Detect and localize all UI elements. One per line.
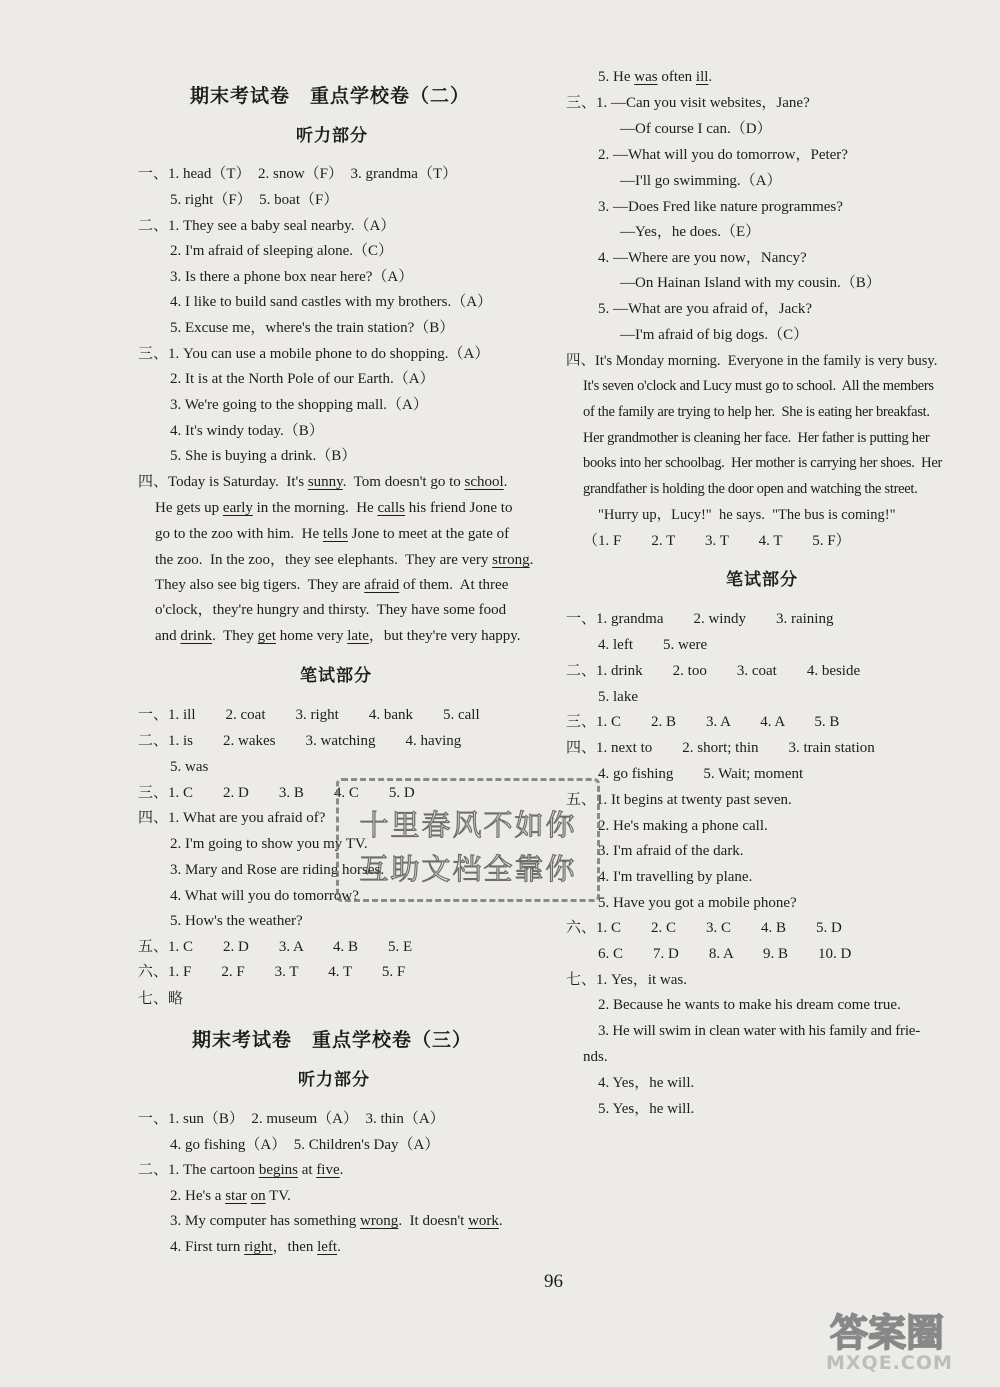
answer-line: 五、1. C 2. D 3. A 4. B 5. E xyxy=(138,939,413,955)
answer-line: 二、1. drink 2. too 3. coat 4. beside xyxy=(566,663,861,679)
answer-line: 2. —What will you do tomorrow，Peter? xyxy=(598,147,848,163)
answer-line: 六、1. C 2. C 3. C 4. B 5. D xyxy=(566,920,842,936)
answer-line: 3. Mary and Rose are riding horses. xyxy=(170,862,385,878)
answer-line: —I'm afraid of big dogs.（C） xyxy=(620,327,809,343)
answer-line: 三、1. —Can you visit websites，Jane? xyxy=(566,95,810,111)
answer-line: 二、1. is 2. wakes 3. watching 4. having xyxy=(138,733,462,749)
passage-line: Her grandmother is cleaning her face. Her father is putting her xyxy=(583,430,930,446)
answer-line: 2. It is at the North Pole of our Earth.（A） xyxy=(170,371,435,387)
passage-line: go to the zoo with him. He tells Jone to meet at the gate of xyxy=(155,526,510,542)
answer-line: —Of course I can.（D） xyxy=(620,121,772,137)
answer-line: 4. I'm travelling by plane. xyxy=(598,869,753,885)
answer-line: 3. —Does Fred like nature programmes? xyxy=(598,199,843,215)
passage-line: the zoo. In the zoo，they see elephants. They are very strong. xyxy=(155,552,534,568)
answer-line: 七、1. Yes，it was. xyxy=(566,972,687,988)
answer-line: 2. He's a star on TV. xyxy=(170,1188,291,1204)
answer-line: 三、1. C 2. B 3. A 4. A 5. B xyxy=(566,714,840,730)
answer-line: 4. left 5. were xyxy=(598,637,708,653)
answer-line: 3. My computer has something wrong. It doesn't work. xyxy=(170,1213,503,1229)
writing-heading: 笔试部分 xyxy=(300,666,372,686)
answer-line: 5. Yes，he will. xyxy=(598,1101,695,1117)
answer-line: 5. She is buying a drink.（B） xyxy=(170,448,357,464)
answer-line: 5. was xyxy=(170,759,209,775)
answer-line: 六、1. F 2. F 3. T 4. T 5. F xyxy=(138,964,406,980)
answer-line: 4. I like to build sand castles with my brothers.（A） xyxy=(170,294,493,310)
passage-line: It's seven o'clock and Lucy must go to school. All the members xyxy=(583,378,934,394)
page-number: 96 xyxy=(544,1271,563,1292)
answer-line: 4. Yes，he will. xyxy=(598,1075,695,1091)
answer-line: 4. go fishing（A） 5. Children's Day（A） xyxy=(170,1137,440,1153)
answer-line: —I'll go swimming.（A） xyxy=(620,173,782,189)
listening-heading: 听力部分 xyxy=(298,1070,370,1090)
answer-line: 五、1. It begins at twenty past seven. xyxy=(566,792,792,808)
answer-line: 5. Have you got a mobile phone? xyxy=(598,895,797,911)
passage-line: They also see big tigers. They are afraid of them. At three xyxy=(155,577,509,593)
answer-line: 4. go fishing 5. Wait; moment xyxy=(598,766,804,782)
answer-line: 一、1. ill 2. coat 3. right 4. bank 5. call xyxy=(138,707,480,723)
answer-line: 3. I'm afraid of the dark. xyxy=(598,843,744,859)
section-title-2: 期末考试卷 重点学校卷（二） xyxy=(190,85,471,107)
answer-line: 一、1. grandma 2. windy 3. raining xyxy=(566,611,834,627)
answer-line: 4. What will you do tomorrow? xyxy=(170,888,359,904)
answer-line: 5. right（F） 5. boat（F） xyxy=(170,192,339,208)
passage-line: and drink. They get home very late，but they're very happy. xyxy=(155,628,521,644)
answer-line: 6. C 7. D 8. A 9. B 10. D xyxy=(598,946,852,962)
answer-line: —On Hainan Island with my cousin.（B） xyxy=(620,275,881,291)
answer-line: 5. Excuse me，where's the train station?（B） xyxy=(170,320,455,336)
answer-line: 一、1. sun（B） 2. museum（A） 3. thin（A） xyxy=(138,1111,445,1127)
answer-line: 4. —Where are you now，Nancy? xyxy=(598,250,807,266)
section-title-3: 期末考试卷 重点学校卷（三） xyxy=(192,1029,473,1051)
answer-line: 二、1. They see a baby seal nearby.（A） xyxy=(138,218,396,234)
answer-line: 3. Is there a phone box near here?（A） xyxy=(170,269,414,285)
answer-line: nds. xyxy=(583,1049,608,1065)
answer-line: 4. First turn right，then left. xyxy=(170,1239,341,1255)
answer-line: 2. He's making a phone call. xyxy=(598,818,768,834)
answer-line: 5. —What are you afraid of，Jack? xyxy=(598,301,813,317)
answer-line: 4. It's windy today.（B） xyxy=(170,423,324,439)
answer-line: 2. I'm going to show you my TV. xyxy=(170,836,368,852)
logo-mark: 答案圈 xyxy=(830,1311,945,1355)
answer-line: 三、1. You can use a mobile phone to do shopping.（A） xyxy=(138,346,490,362)
passage-line: books into her schoolbag. Her mother is carrying her shoes. Her xyxy=(583,455,943,471)
watermark-stamp xyxy=(336,778,600,902)
answer-line: 2. I'm afraid of sleeping alone.（C） xyxy=(170,243,394,259)
answer-line: 一、1. head（T） 2. snow（F） 3. grandma（T） xyxy=(138,166,458,182)
answer-line: 5. lake xyxy=(598,689,638,705)
answer-line: 5. He was often ill. xyxy=(598,69,713,85)
answer-line: 5. How's the weather? xyxy=(170,913,303,929)
logo-url: MXQE.COM xyxy=(826,1352,953,1374)
answer-line: —Yes，he does.（E） xyxy=(620,224,761,240)
writing-heading: 笔试部分 xyxy=(726,570,798,590)
answer-line: 2. Because he wants to make his dream come true. xyxy=(598,997,901,1013)
passage-line: of the family are trying to help her. She is eating her breakfast. xyxy=(583,404,930,420)
answer-line: 三、1. C 2. D 3. B 4. C 5. D xyxy=(138,785,415,801)
passage-line: "Hurry up，Lucy!" he says. "The bus is coming!" xyxy=(598,507,896,523)
answer-line: 四、1. What are you afraid of? xyxy=(138,810,326,826)
answer-line: 七、略 xyxy=(138,991,184,1007)
passage-line: 四、It's Monday morning. Everyone in the family is very busy. xyxy=(566,353,938,369)
stamp-line: 互助文档全靠你 xyxy=(359,852,577,886)
answer-line: 3. We're going to the shopping mall.（A） xyxy=(170,397,428,413)
passage-line: grandfather is holding the door open and watching the street. xyxy=(583,481,918,497)
answer-line: 二、1. The cartoon begins at five. xyxy=(138,1162,344,1178)
stamp-line: 十里春风不如你 xyxy=(359,808,577,842)
passage-line: He gets up early in the morning. He calls his friend Jone to xyxy=(155,500,513,516)
site-logo xyxy=(820,1300,990,1380)
listening-heading: 听力部分 xyxy=(296,126,368,146)
answer-line: （1. F 2. T 3. T 4. T 5. F） xyxy=(583,533,851,549)
passage-line: 四、Today is Saturday. It's sunny. Tom doesn't go to school. xyxy=(138,474,508,490)
passage-line: o'clock，they're hungry and thirsty. They have some food xyxy=(155,602,507,618)
answer-line: 四、1. next to 2. short; thin 3. train station xyxy=(566,740,875,756)
answer-line: 3. He will swim in clean water with his family and frie- xyxy=(598,1023,921,1039)
